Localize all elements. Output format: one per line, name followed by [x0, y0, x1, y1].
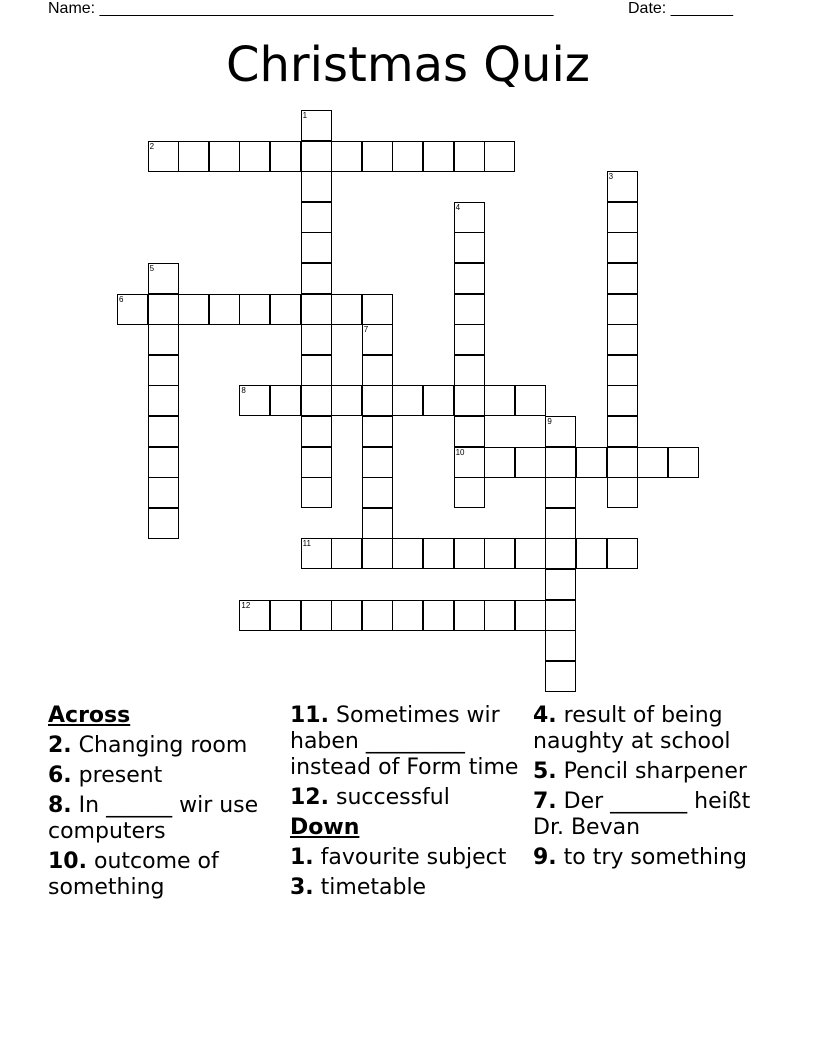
grid-cell[interactable]	[209, 294, 240, 325]
clue-text: Sometimes wir haben _________ instead of Form time	[290, 703, 519, 780]
grid-cell[interactable]	[392, 141, 423, 172]
page-title: Christmas Quiz	[225, 37, 590, 93]
clue-across-11	[290, 703, 522, 781]
clue-number: 8.	[48, 793, 72, 818]
grid-cell[interactable]	[148, 385, 179, 416]
cell-number: 6	[119, 294, 124, 304]
grid-cell[interactable]	[301, 324, 332, 355]
clue-text: to try something	[556, 845, 747, 870]
grid-cell[interactable]	[454, 385, 485, 416]
grid-cell[interactable]	[454, 141, 485, 172]
clue-text: present	[71, 763, 163, 788]
grid-cell[interactable]	[148, 508, 179, 539]
grid-cell[interactable]	[484, 141, 515, 172]
grid-cell[interactable]	[454, 538, 485, 569]
grid-cell[interactable]	[454, 477, 485, 508]
clue-number: 4.	[533, 703, 557, 728]
grid-cell[interactable]	[454, 416, 485, 447]
grid-cell[interactable]	[607, 355, 638, 386]
grid-cell[interactable]	[301, 171, 332, 202]
grid-cell[interactable]	[148, 263, 179, 294]
grid-cell[interactable]	[301, 294, 332, 325]
clue-number: 1.	[290, 845, 314, 870]
grid-cell[interactable]	[301, 600, 332, 631]
cell-number: 10	[455, 447, 465, 457]
clue-text: In ______ wir use computers	[48, 793, 259, 844]
grid-cell[interactable]	[454, 294, 485, 325]
clue-down-4	[533, 703, 765, 755]
grid-cell[interactable]	[301, 477, 332, 508]
grid-cell[interactable]	[301, 232, 332, 263]
clue-number: 5.	[533, 759, 557, 784]
grid-cell[interactable]	[301, 385, 332, 416]
grid-cell[interactable]	[423, 385, 454, 416]
clue-number: 11.	[290, 703, 329, 728]
clue-text: successful	[328, 785, 450, 810]
grid-cell[interactable]	[301, 202, 332, 233]
clue-down-5	[533, 759, 765, 785]
grid-cell[interactable]	[270, 600, 301, 631]
grid-cell[interactable]	[515, 600, 546, 631]
clue-number: 6.	[48, 763, 72, 788]
grid-cell[interactable]	[301, 355, 332, 386]
cell-number: 5	[149, 264, 155, 273]
grid-cell[interactable]	[545, 416, 576, 447]
clue-column-1	[48, 703, 280, 905]
grid-cell[interactable]	[270, 294, 301, 325]
grid-cell[interactable]	[270, 141, 301, 172]
clue-text: Changing room	[71, 733, 248, 758]
grid-cell[interactable]	[515, 385, 546, 416]
grid-cell[interactable]	[331, 600, 362, 631]
grid-cell[interactable]	[545, 477, 576, 508]
grid-cell[interactable]	[545, 508, 576, 539]
grid-cell[interactable]	[607, 171, 638, 202]
grid-cell[interactable]	[178, 294, 209, 325]
clue-number: 10.	[48, 849, 87, 874]
grid-cell[interactable]	[301, 538, 332, 569]
clue-number: 7.	[533, 789, 557, 814]
across-heading: Across	[48, 703, 131, 728]
grid-cell[interactable]	[148, 416, 179, 447]
grid-cell[interactable]	[178, 141, 209, 172]
grid-cell[interactable]	[423, 538, 454, 569]
clue-across-10	[48, 849, 280, 901]
grid-cell[interactable]	[545, 538, 576, 569]
grid-cell[interactable]	[607, 202, 638, 233]
grid-cell[interactable]	[607, 232, 638, 263]
clue-text: Pencil sharpener	[556, 759, 747, 784]
clue-number: 12.	[290, 785, 329, 810]
grid-cell[interactable]	[637, 447, 668, 478]
cell-number: 8	[241, 386, 246, 396]
cell-number: 3	[608, 172, 614, 182]
grid-cell[interactable]	[362, 600, 393, 631]
grid-cell[interactable]	[454, 232, 485, 263]
clue-down-1	[290, 845, 522, 871]
grid-cell[interactable]	[362, 385, 393, 416]
grid-cell[interactable]	[362, 324, 393, 355]
grid-cell[interactable]	[301, 263, 332, 294]
grid-cell[interactable]	[362, 447, 393, 478]
grid-cell[interactable]	[576, 538, 607, 569]
grid-cell[interactable]	[607, 416, 638, 447]
clue-column-2	[290, 703, 522, 905]
clue-across-8	[48, 793, 280, 845]
grid-cell[interactable]	[331, 141, 362, 172]
grid-cell[interactable]	[545, 447, 576, 478]
cell-number: 1	[302, 111, 308, 120]
cell-number: 4	[455, 202, 461, 212]
clue-column-3	[533, 703, 765, 875]
grid-cell[interactable]	[668, 447, 699, 478]
clue-text: outcome of something	[48, 849, 219, 900]
grid-cell[interactable]	[607, 263, 638, 294]
grid-cell[interactable]	[301, 447, 332, 478]
cell-number: 11	[302, 539, 311, 549]
grid-cell[interactable]	[607, 324, 638, 355]
cell-number: 2	[149, 141, 155, 151]
grid-cell[interactable]	[607, 447, 638, 478]
grid-cell[interactable]	[545, 569, 576, 600]
grid-cell[interactable]	[392, 385, 423, 416]
grid-cell[interactable]	[362, 294, 393, 325]
grid-cell[interactable]	[392, 600, 423, 631]
cell-number: 7	[363, 325, 369, 335]
grid-cell[interactable]	[148, 294, 179, 325]
grid-cell[interactable]	[515, 447, 546, 478]
grid-cell[interactable]	[392, 538, 423, 569]
clue-text: favourite subject	[313, 845, 507, 870]
grid-cell[interactable]	[454, 324, 485, 355]
grid-cell[interactable]	[607, 294, 638, 325]
grid-cell[interactable]	[362, 355, 393, 386]
cell-number: 12	[241, 600, 251, 610]
grid-cell[interactable]	[362, 416, 393, 447]
grid-cell[interactable]	[454, 263, 485, 294]
grid-cell[interactable]	[362, 477, 393, 508]
clue-down-9	[533, 845, 765, 871]
grid-cell[interactable]	[454, 202, 485, 233]
cell-number: 9	[547, 417, 552, 426]
clue-text: result of being naughty at school	[533, 703, 731, 754]
clue-number: 2.	[48, 733, 72, 758]
grid-cell[interactable]	[484, 538, 515, 569]
grid-cell[interactable]	[545, 661, 576, 692]
grid-cell[interactable]	[484, 385, 515, 416]
grid-cell[interactable]	[239, 294, 270, 325]
clue-number: 3.	[290, 875, 314, 900]
clue-number: 9.	[533, 845, 557, 870]
grid-cell[interactable]	[117, 294, 148, 325]
grid-cell[interactable]	[239, 600, 270, 631]
clue-down-3	[290, 875, 522, 901]
grid-cell[interactable]	[331, 385, 362, 416]
date-field-line: Date: _______	[628, 0, 733, 17]
grid-cell[interactable]	[239, 141, 270, 172]
grid-cell[interactable]	[576, 447, 607, 478]
grid-cell[interactable]	[423, 600, 454, 631]
grid-cell[interactable]	[239, 385, 270, 416]
grid-cell[interactable]	[148, 447, 179, 478]
grid-cell[interactable]	[607, 385, 638, 416]
grid-cell[interactable]	[484, 447, 515, 478]
grid-cell[interactable]	[607, 538, 638, 569]
grid-cell[interactable]	[148, 355, 179, 386]
grid-cell[interactable]	[362, 538, 393, 569]
grid-cell[interactable]	[301, 141, 332, 172]
clue-across-2	[48, 733, 280, 759]
clue-down-7	[533, 789, 765, 841]
grid-cell[interactable]	[545, 600, 576, 631]
grid-cell[interactable]	[331, 538, 362, 569]
name-field-line: Name: ___________________________________________________	[48, 0, 554, 17]
clue-text: Der _______ heißt Dr. Bevan	[533, 789, 751, 840]
grid-cell[interactable]	[454, 447, 485, 478]
grid-cell[interactable]	[362, 508, 393, 539]
grid-cell[interactable]	[148, 477, 179, 508]
clue-across-6	[48, 763, 280, 789]
grid-cell[interactable]	[270, 385, 301, 416]
grid-cell[interactable]	[607, 477, 638, 508]
grid-cell[interactable]	[454, 355, 485, 386]
grid-cell[interactable]	[454, 600, 485, 631]
grid-cell[interactable]	[423, 141, 454, 172]
grid-cell[interactable]	[331, 294, 362, 325]
grid-cell[interactable]	[209, 141, 240, 172]
clue-across-12	[290, 785, 522, 811]
grid-cell[interactable]	[148, 141, 179, 172]
grid-cell[interactable]	[515, 538, 546, 569]
grid-cell[interactable]	[362, 141, 393, 172]
grid-cell[interactable]	[301, 416, 332, 447]
grid-cell[interactable]	[484, 600, 515, 631]
grid-cell[interactable]	[545, 630, 576, 661]
clue-text: timetable	[313, 875, 427, 900]
grid-cell[interactable]	[148, 324, 179, 355]
down-heading: Down	[290, 815, 360, 840]
grid-cell[interactable]	[301, 110, 332, 141]
